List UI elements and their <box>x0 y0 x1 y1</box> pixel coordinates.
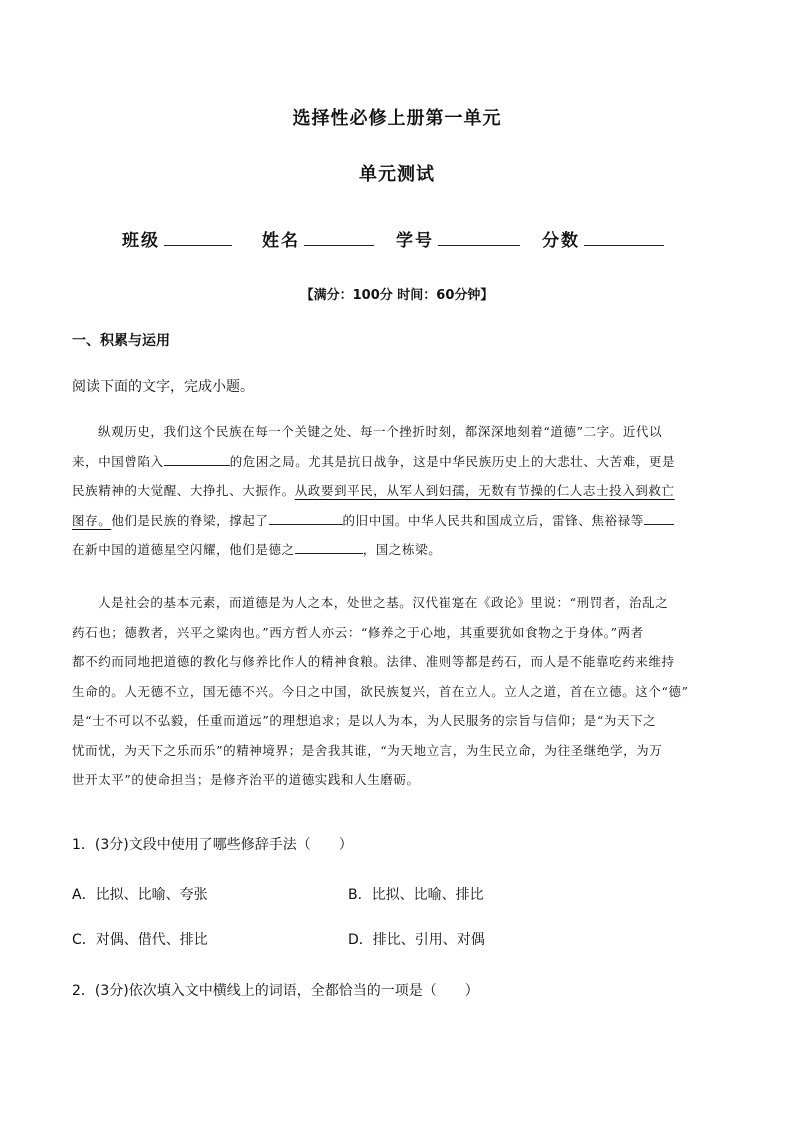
underlined-sentence: 从政要到平民，从军人到妇孺，无数有节操的仁人志士投入到救亡 <box>294 483 675 498</box>
fill-blank-2[interactable] <box>269 510 343 525</box>
passage-text: ，国之栋梁。 <box>362 542 442 557</box>
question-2-stem: 2．(3分)依次填入文中横线上的词语，全都恰当的一项是（ ） <box>72 983 479 999</box>
fill-blank-3[interactable] <box>644 510 674 525</box>
fill-blank-1[interactable] <box>164 451 230 466</box>
passage-line: 都不约而同地把道德的教化与修养比作人的精神食粮。法律、准则等都是药石，而人是不能靠吃药来维持 <box>72 654 675 669</box>
page-title: 选择性必修上册第一单元 <box>292 108 502 129</box>
class-label: 班级 <box>122 231 160 251</box>
passage-line: 是“士不可以不弘毅，任重而道远”的理想追求；是以人为本，为人民服务的宗旨与信仰；是“为天下之 <box>72 713 657 728</box>
passage-line <box>72 447 722 477</box>
question-1-stem: 1．(3分)文段中使用了哪些修辞手法（ ） <box>72 837 353 853</box>
student-id-field <box>396 226 520 251</box>
student-id-blank[interactable] <box>438 229 520 246</box>
passage-line: 人是社会的基本元素，而道德是为人之本，处世之基。汉代崔寔在《政论》里说：“刑罚者，治乱之 <box>98 595 669 610</box>
score-field <box>542 226 664 251</box>
class-field <box>122 226 232 251</box>
question-1-option-d[interactable]: D．排比、引用、对偶 <box>348 932 485 948</box>
question-1-option-b[interactable]: B．比拟、比喻、排比 <box>348 887 484 903</box>
passage-text: 在新中国的道德星空闪耀，他们是德之 <box>72 542 295 557</box>
section-heading: 一、积累与运用 <box>72 333 170 349</box>
passage-line: 纵观历史，我们这个民族在每一个关键之处、每一个挫折时刻，都深深地刻着“道德”二字。近代以 <box>98 424 663 439</box>
student-info-row <box>122 226 682 254</box>
passage-line: 忧而忧，为天下之乐而乐”的精神境界；是舍我其谁，“为天地立言，为生民立命，为往圣继绝学，为万 <box>72 742 663 758</box>
passage-line <box>72 506 722 536</box>
passage-line: 药石也；德教者，兴平之粱肉也。”西方哲人亦云：“修养之于心地，其重要犹如食物之于身体。”两者 <box>72 624 644 640</box>
name-field <box>262 226 374 251</box>
fill-blank-4[interactable] <box>295 539 363 554</box>
passage-paragraph-2 <box>72 588 722 795</box>
class-blank[interactable] <box>164 229 232 246</box>
passage-text: 的危困之局。尤其是抗日战争，这是中华民族历史上的大悲壮、大苦难，更是 <box>229 453 676 469</box>
passage-paragraph-1 <box>72 417 722 565</box>
passage-text: 民族精神的大觉醒、大挣扎、大振作。 <box>72 483 295 498</box>
score-time-line: 【满分：100分 时间：60分钟】 <box>300 288 494 303</box>
name-label: 姓名 <box>262 231 300 251</box>
passage-text: 他们是民族的脊梁，撑起了 <box>111 512 269 528</box>
student-id-label: 学号 <box>396 231 434 251</box>
page-subtitle: 单元测试 <box>359 164 435 185</box>
name-blank[interactable] <box>304 229 374 246</box>
underlined-sentence: 图存。 <box>72 512 112 528</box>
passage-line: 世开太平”的使命担当；是修齐治平的道德实践和人生磨砺。 <box>72 772 420 787</box>
question-1-option-a[interactable]: A．比拟、比喻、夸张 <box>72 887 208 903</box>
passage-line <box>72 535 722 565</box>
score-blank[interactable] <box>584 229 664 246</box>
score-label: 分数 <box>542 231 580 251</box>
passage-line <box>72 476 722 506</box>
question-1-option-c[interactable]: C．对偶、借代、排比 <box>72 932 208 948</box>
section-intro: 阅读下面的文字，完成小题。 <box>72 379 254 395</box>
passage-text: 来，中国曾陷入 <box>72 453 164 469</box>
passage-line: 生命的。人无德不立，国无德不兴。今日之中国，欲民族复兴，首在立人。立人之道，首在立德。这个“德” <box>72 683 689 699</box>
passage-text: 的旧中国。中华人民共和国成立后，雷锋、焦裕禄等 <box>342 512 644 528</box>
